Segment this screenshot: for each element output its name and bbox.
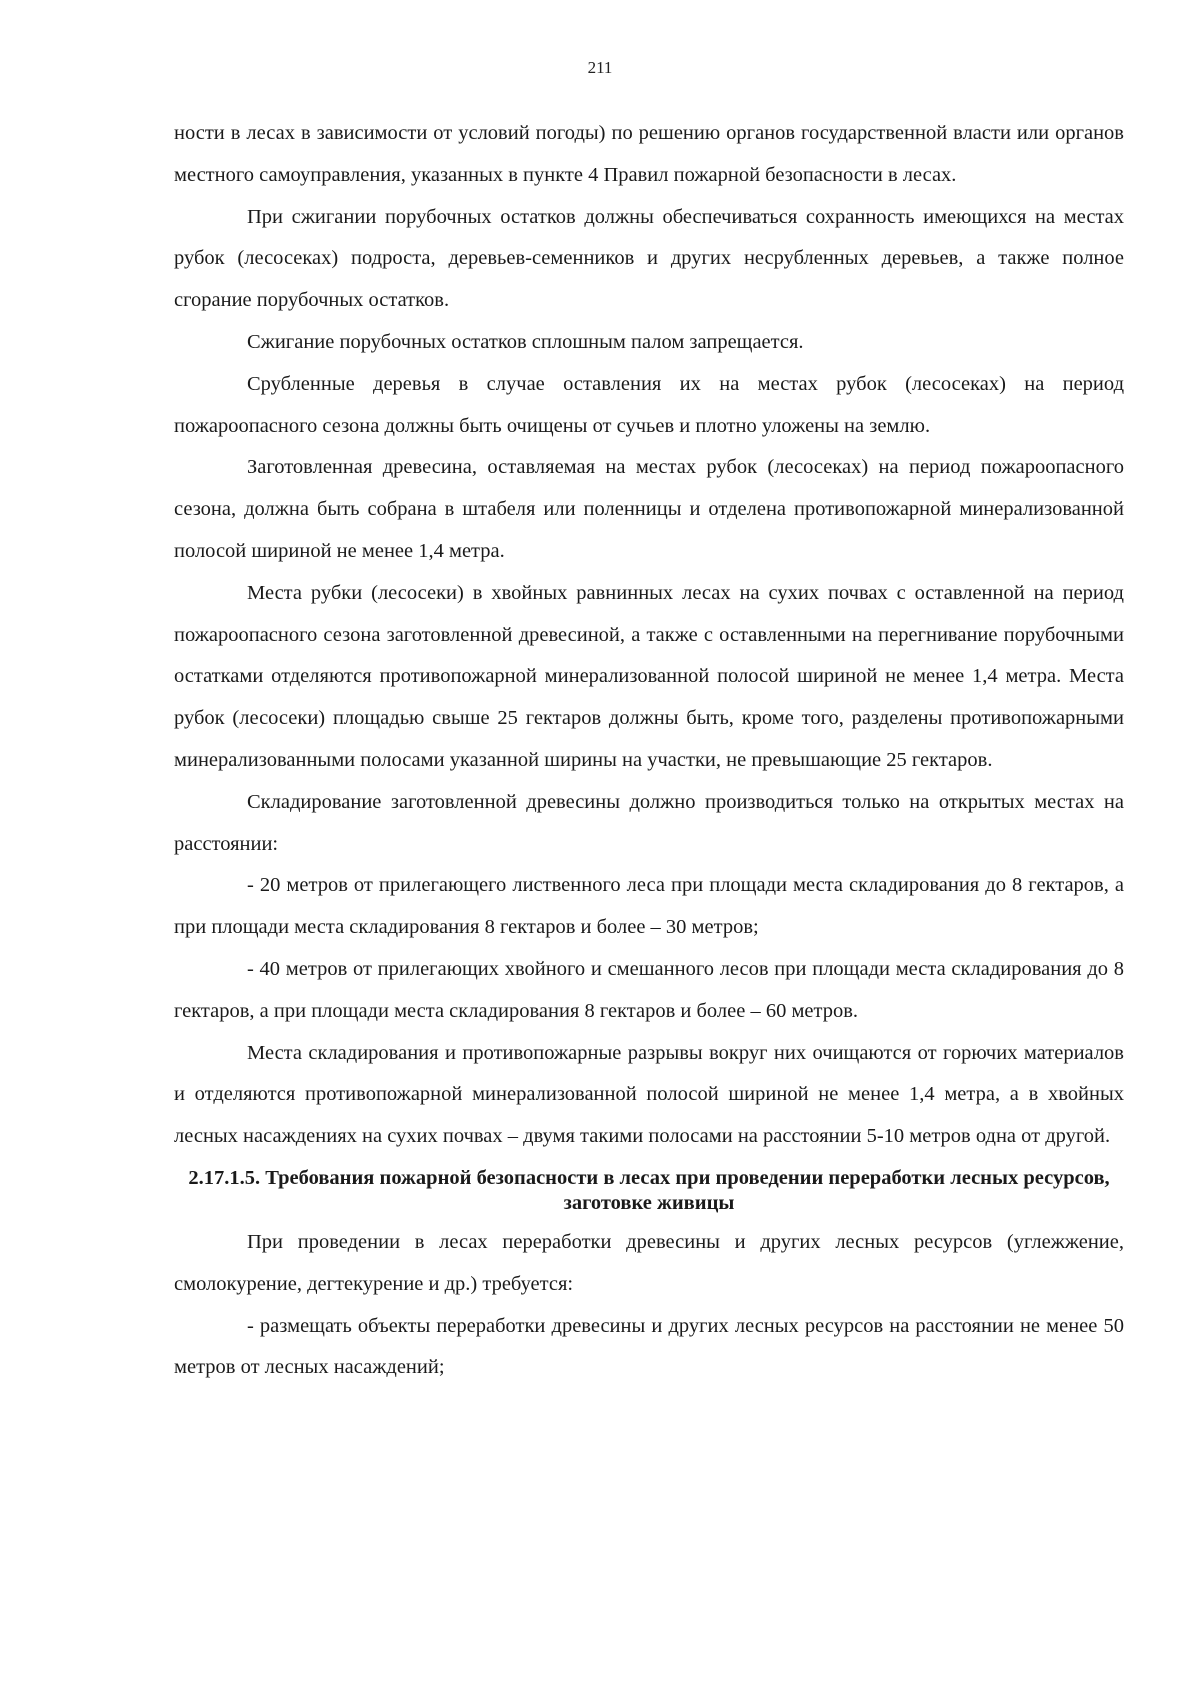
- paragraph: При проведении в лесах переработки древесины и других лесных ресурсов (углежжение, смолокурение, дегтекурение и др.) требуется:: [174, 1230, 1124, 1295]
- paragraph: Места рубки (лесосеки) в хвойных равнинных лесах на сухих почвах с оставленной на период пожароопасного сезона заготовленной древесиной, а также с оставленными на перегнивание порубочными остатками отделяются противопожарной минерализованной полосой шириной не менее 1,4 метра. Места рубок (лесосеки) площадью свыше 25 гектаров должны быть, кроме того, разделены противопожарными минерализованными полосами указанной ширины на участки, не превышающие 25 гектаров.: [174, 581, 1124, 771]
- paragraph: Срубленные деревья в случае оставления их на местах рубок (лесосеках) на период пожароопасного сезона должны быть очищены от сучьев и плотно уложены на землю.: [174, 372, 1124, 437]
- paragraph: Места складирования и противопожарные разрывы вокруг них очищаются от горючих материалов и отделяются противопожарной минерализованной полосой шириной не менее 1,4 метра, а в хвойных лесных насаждениях на сухих почвах – двумя такими полосами на расстоянии 5-10 метров одна от другой.: [174, 1041, 1124, 1148]
- list-item: - размещать объекты переработки древесины и других лесных ресурсов на расстоянии не менее 50 метров от лесных насаждений;: [174, 1314, 1124, 1379]
- document-body: [174, 113, 1124, 1389]
- paragraph: Сжигание порубочных остатков сплошным палом запрещается.: [247, 330, 804, 353]
- paragraph: ности в лесах в зависимости от условий погоды) по решению органов государственной власти или органов местного самоуправления, указанных в пункте 4 Правил пожарной безопасности в лесах.: [174, 122, 1124, 186]
- list-item: - 40 метров от прилегающих хвойного и смешанного лесов при площади места складирования до 8 гектаров, а при площади места складирования 8 гектаров и более – 60 метров.: [174, 957, 1124, 1022]
- section-heading: 2.17.1.5. Требования пожарной безопасности в лесах при проведении переработки лесных ресурсов, заготовке живицы: [188, 1166, 1110, 1214]
- list-item: - 20 метров от прилегающего лиственного леса при площади места складирования до 8 гектаров, а при площади места складирования 8 гектаров и более – 30 метров;: [174, 874, 1124, 939]
- page-number: 211: [587, 58, 613, 77]
- paragraph: Складирование заготовленной древесины должно производиться только на открытых местах на расстоянии:: [174, 790, 1124, 855]
- paragraph: При сжигании порубочных остатков должны обеспечиваться сохранность имеющихся на местах рубок (лесосеках) подроста, деревьев-семенников и других несрубленных деревьев, а также полное сгорание порубочных остатков.: [174, 205, 1124, 312]
- paragraph: Заготовленная древесина, оставляемая на местах рубок (лесосеках) на период пожароопасного сезона, должна быть собрана в штабеля или поленницы и отделена противопожарной минерализованной полосой шириной не менее 1,4 метра.: [174, 456, 1124, 562]
